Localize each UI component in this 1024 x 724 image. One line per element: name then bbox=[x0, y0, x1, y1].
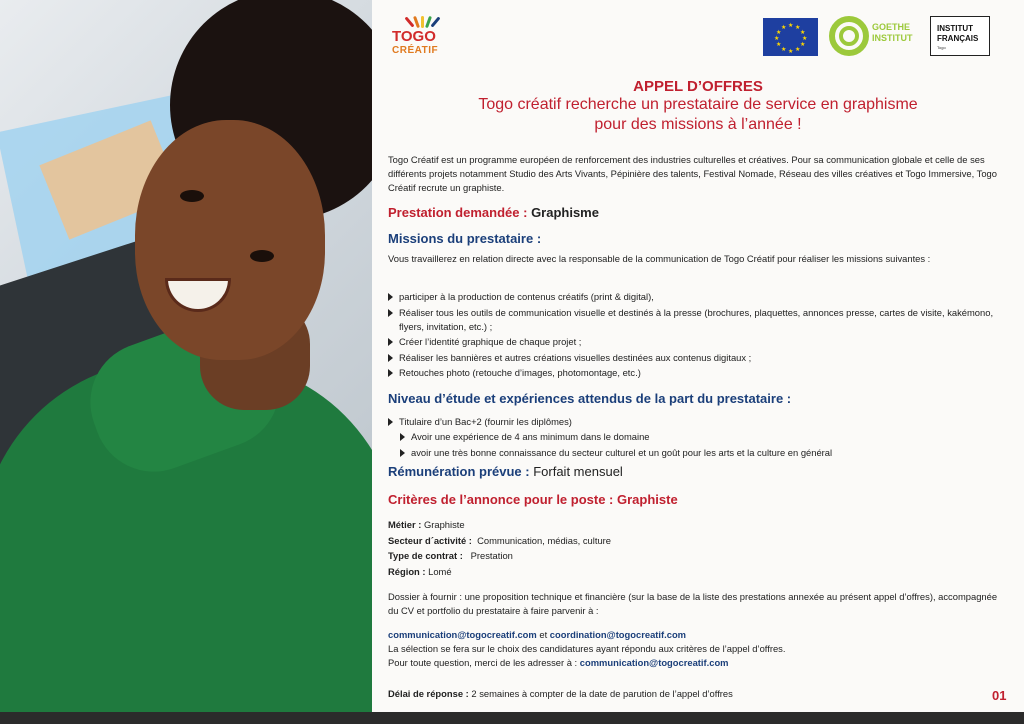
criteres-row: Métier : Graphiste bbox=[388, 519, 465, 530]
dossier-paragraph: Dossier à fournir : une proposition technique et financière (sur la base de la liste des prestations annexée au présent appel d’offres), accompagnée du CV et portfolio du prestataire à faire parvenir à : bbox=[388, 591, 998, 616]
page-number: 01 bbox=[992, 688, 1007, 703]
list-item: Avoir une expérience de 4 ans minimum dans le domaine bbox=[388, 430, 1018, 444]
logo-text: FRANÇAIS bbox=[937, 34, 979, 43]
photo-face bbox=[135, 120, 325, 360]
delai-line bbox=[388, 687, 1008, 701]
criteres-list bbox=[388, 517, 788, 579]
page-title: APPEL D’OFFRES bbox=[633, 78, 763, 95]
bottom-bar bbox=[0, 712, 1024, 724]
bullet-arrow-icon bbox=[400, 433, 405, 441]
question-text: Pour toute question, merci de les adresser à : bbox=[388, 657, 580, 668]
logo-text: GOETHE bbox=[872, 22, 911, 32]
criteres-row: Région : Lomé bbox=[388, 565, 452, 577]
criteres-heading: Critères de l’annonce pour le poste : Graphiste bbox=[388, 492, 678, 507]
document-panel bbox=[372, 0, 1024, 712]
photo-eye bbox=[250, 250, 274, 262]
goethe-institut-logo bbox=[829, 16, 919, 56]
sun-rays-icon bbox=[406, 14, 438, 28]
bullet-arrow-icon bbox=[388, 354, 393, 362]
missions-list bbox=[388, 290, 1018, 382]
page-subtitle: pour des missions à l’année ! bbox=[594, 116, 802, 133]
bullet-arrow-icon bbox=[388, 293, 393, 301]
logo-text: Togo bbox=[937, 45, 946, 50]
list-item: Créer l’identité graphique de chaque projet ; bbox=[388, 335, 1018, 349]
niveau-sub-list bbox=[388, 430, 1018, 461]
bullet-arrow-icon bbox=[388, 418, 393, 426]
list-item: Réaliser les bannières et autres créations visuelles destinées aux contenus digitaux ; bbox=[388, 351, 1018, 365]
delai-value: 2 semaines à compter de la date de parution de l’appel d’offres bbox=[468, 688, 733, 699]
delai-label: Délai de réponse : bbox=[388, 688, 469, 699]
prestation-label: Prestation demandée : bbox=[388, 205, 528, 220]
contact-block: communication@togocreatif.com et coordination@togocreatif.com La sélection se fera sur le choix des candidatures ayant répondu aux critères de l’appel d’offres. Pour toute question, merci de les adresser à : communication@togocreatif.com bbox=[388, 628, 1008, 670]
list-item: avoir une très bonne connaissance du secteur culturel et un goût pour les arts et la culture en général bbox=[388, 446, 1018, 460]
bullet-arrow-icon bbox=[388, 369, 393, 377]
remuneration-heading bbox=[388, 464, 623, 479]
logo-text: INSTITUT bbox=[937, 24, 973, 33]
bullet-arrow-icon bbox=[388, 338, 393, 346]
niveau-heading: Niveau d’étude et expériences attendus de la part du prestataire : bbox=[388, 391, 792, 406]
email-link[interactable]: coordination@togocreatif.com bbox=[549, 629, 687, 640]
page-subtitle: Togo créatif recherche un prestataire de service en graphisme bbox=[478, 96, 918, 113]
logo-text: INSTITUT bbox=[872, 33, 913, 43]
eu-flag-logo: ★ ★ ★ ★ ★ ★ ★ ★ ★ ★ ★ ★ bbox=[763, 18, 818, 56]
bullet-arrow-icon bbox=[388, 309, 393, 317]
photo-eye bbox=[180, 190, 204, 202]
email-link[interactable]: communication@togocreatif.com bbox=[579, 657, 729, 668]
criteres-row: Secteur d´activité : Communication, médias, culture bbox=[388, 534, 612, 546]
remuneration-value: Forfait mensuel bbox=[533, 464, 623, 479]
missions-heading: Missions du prestataire : bbox=[388, 231, 542, 246]
intro-paragraph: Togo Créatif est un programme européen de renforcement des industries culturelles et créatives. Pour sa communication globale et celle de ses différents projets notamment Studio des Arts Vivants, Pépinière des talents, Festival Nomade, Réseau des villes créatives et Togo Immersive, Togo Créatif recrute un graphiste. bbox=[388, 154, 997, 193]
criteres-row: Type de contrat : Prestation bbox=[388, 550, 513, 561]
remuneration-label: Rémunération prévue : bbox=[388, 464, 530, 479]
togo-creatif-logo bbox=[392, 14, 452, 58]
logo-text: CRÉATIF bbox=[392, 45, 439, 56]
list-item: participer à la production de contenus créatifs (print & digital), bbox=[388, 290, 1018, 304]
bullet-arrow-icon bbox=[400, 449, 405, 457]
list-item: Titulaire d’un Bac+2 (fournir les diplômes) bbox=[388, 415, 1018, 429]
logo-text: TOGO bbox=[392, 28, 436, 45]
institut-francais-logo bbox=[930, 16, 990, 56]
niveau-list bbox=[388, 415, 1018, 431]
selection-text: La sélection se fera sur le choix des candidatures ayant répondu aux critères de l’appel d’offres. bbox=[388, 643, 786, 654]
list-item: Réaliser tous les outils de communication visuelle et destinés à la presse (brochures, plaquettes, annonces presse, cartes de visite, kakémono, flyers, invitation, etc.) ; bbox=[388, 306, 1018, 334]
hero-photo bbox=[0, 0, 372, 712]
email-link[interactable]: communication@togocreatif.com bbox=[388, 629, 537, 640]
prestation-heading bbox=[388, 205, 599, 220]
list-item: Retouches photo (retouche d’images, photomontage, etc.) bbox=[388, 366, 1018, 380]
prestation-value: Graphisme bbox=[531, 205, 599, 220]
missions-intro: Vous travaillerez en relation directe avec la responsable de la communication de Togo Créatif pour réaliser les missions suivantes : bbox=[388, 253, 931, 264]
